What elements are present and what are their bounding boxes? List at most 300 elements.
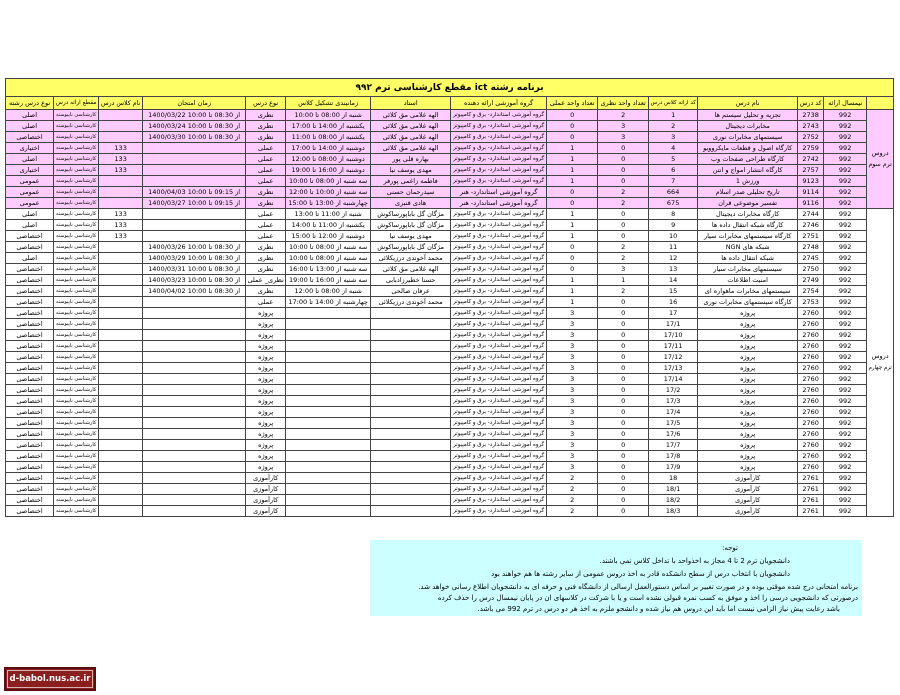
cell-classroom — [99, 242, 143, 253]
cell-theory-units — [598, 308, 649, 319]
cell-theory-units — [598, 506, 649, 517]
department-text: گروه آموزشی استاندارد- برق و کامپیوتر — [453, 288, 545, 294]
cell-classroom — [99, 286, 143, 297]
department-text: گروه آموزشی استاندارد- برق و کامپیوتر — [453, 299, 545, 305]
course-category-text: اختصاصی — [16, 275, 43, 284]
table-row — [6, 451, 894, 462]
table-row — [6, 264, 894, 275]
practical-units-text: 1 — [570, 297, 575, 306]
degree-level-text: کارشناسی ناپیوسته — [56, 255, 97, 261]
cell-course-name — [698, 154, 798, 165]
cell-practical-units — [547, 242, 598, 253]
semester-text: 992 — [838, 506, 852, 515]
cell-classroom — [99, 154, 143, 165]
practical-units-text: 3 — [570, 319, 575, 328]
cell-theory-units — [598, 220, 649, 231]
cell-course-code — [798, 341, 824, 352]
course-category-text: اختصاصی — [16, 407, 43, 416]
schedule-text: سه شنبه از 16:00 تا 19:00 — [288, 275, 368, 284]
cell-class-code — [649, 451, 698, 462]
course-code-text: 2760 — [802, 374, 819, 383]
course-category-text: اختصاصی — [16, 352, 43, 361]
cell-course-name — [698, 121, 798, 132]
cell-course-name — [698, 330, 798, 341]
course-code-text: 2760 — [802, 418, 819, 427]
cell-degree-level — [54, 143, 99, 154]
cell-department — [451, 396, 547, 407]
cell-semester — [824, 143, 867, 154]
cell-practical-units — [547, 198, 598, 209]
degree-level-text: کارشناسی ناپیوسته — [56, 299, 97, 305]
exam-time-text: از 08:30 تا 10:00 1400/03/31 — [148, 264, 241, 273]
cell-degree-level — [54, 363, 99, 374]
table-row — [6, 110, 894, 121]
schedule-text: سه شنبه از 08:00 تا 10:00 — [288, 242, 368, 251]
course-category-text: اختصاصی — [16, 484, 43, 493]
class-code-text: 17/4 — [665, 407, 681, 416]
cell-theory-units — [598, 473, 649, 484]
semester-text: 992 — [838, 396, 852, 405]
cell-schedule — [286, 154, 371, 165]
cell-course-name — [698, 297, 798, 308]
semester-text: 992 — [838, 176, 852, 185]
instructor-text: عرفان صالحی — [391, 286, 430, 295]
cell-schedule — [286, 242, 371, 253]
cell-course-category — [6, 176, 54, 187]
department-text: گروه آموزشی استاندارد- برق و کامپیوتر — [453, 255, 545, 261]
cell-course-name — [698, 286, 798, 297]
cell-degree-level — [54, 198, 99, 209]
course-code-text: 2760 — [802, 330, 819, 339]
cell-course-category — [6, 462, 54, 473]
theory-units-text: 0 — [621, 418, 626, 427]
column-header-degree-level-text: مقطع ارائه درس — [55, 100, 97, 106]
semester-text: 992 — [838, 253, 852, 262]
course-category-text: عمومی — [19, 176, 40, 185]
cell-exam-time — [143, 165, 246, 176]
cell-theory-units — [598, 242, 649, 253]
cell-course-type — [246, 341, 286, 352]
course-type-text: عملی — [258, 176, 274, 185]
cell-department — [451, 286, 547, 297]
cell-schedule — [286, 396, 371, 407]
theory-units-text: 0 — [621, 495, 626, 504]
course-name-text: تجزیه و تحلیل سیستم ها — [714, 110, 781, 119]
cell-exam-time — [143, 132, 246, 143]
cell-course-name — [698, 374, 798, 385]
cell-classroom — [99, 440, 143, 451]
theory-units-text: 0 — [621, 319, 626, 328]
course-type-text: عملی — [258, 209, 274, 218]
practical-units-text: 3 — [570, 407, 575, 416]
course-code-text: 2757 — [802, 165, 819, 174]
cell-degree-level — [54, 341, 99, 352]
table-row — [6, 418, 894, 429]
cell-schedule — [286, 187, 371, 198]
cell-classroom — [99, 352, 143, 363]
cell-practical-units — [547, 385, 598, 396]
course-category-text: اختصاصی — [16, 495, 43, 504]
cell-schedule — [286, 231, 371, 242]
cell-course-category — [6, 286, 54, 297]
cell-schedule — [286, 110, 371, 121]
cell-course-name — [698, 473, 798, 484]
semester-text: 992 — [838, 154, 852, 163]
course-code-text: 2751 — [802, 231, 819, 240]
cell-course-category — [6, 319, 54, 330]
course-code-text: 2760 — [802, 451, 819, 460]
column-header-course-name — [698, 97, 798, 110]
cell-course-name — [698, 462, 798, 473]
course-name-text: کارآموزی — [735, 495, 761, 504]
schedule-text: چهارشنبه از 14:00 تا 17:00 — [288, 297, 368, 306]
cell-department — [451, 330, 547, 341]
course-name-text: شبکه های NGN — [725, 242, 770, 251]
cell-course-type — [246, 286, 286, 297]
cell-course-name — [698, 209, 798, 220]
course-code-text: 2761 — [802, 473, 819, 482]
cell-instructor — [371, 396, 451, 407]
class-code-text: 14 — [669, 275, 678, 284]
table-row — [6, 121, 894, 132]
theory-units-text: 0 — [621, 440, 626, 449]
cell-semester — [824, 396, 867, 407]
cell-course-name — [698, 187, 798, 198]
department-text: گروه آموزشی استاندارد- برق و کامپیوتر — [453, 354, 545, 360]
degree-level-text: کارشناسی ناپیوسته — [56, 387, 97, 393]
cell-classroom — [99, 297, 143, 308]
cell-course-type — [246, 198, 286, 209]
schedule-text: دوشنبه از 08:00 تا 12:00 — [291, 154, 365, 163]
course-type-text: عملی — [258, 165, 274, 174]
cell-course-name — [698, 440, 798, 451]
term-label-line2: ترم سوم — [868, 161, 892, 168]
instructor-text: الهه غلامی مق کلائی — [382, 110, 439, 119]
department-text: گروه آموزشی استاندارد- برق و کامپیوتر — [453, 420, 545, 426]
column-header-practical-units — [547, 97, 598, 110]
cell-course-category — [6, 308, 54, 319]
cell-course-code — [798, 385, 824, 396]
cell-department — [451, 407, 547, 418]
cell-degree-level — [54, 121, 99, 132]
degree-level-text: کارشناسی ناپیوسته — [56, 497, 97, 503]
cell-course-type — [246, 242, 286, 253]
course-name-text: شبکه انتقال داده ها — [721, 253, 774, 262]
course-category-text: اختصاصی — [16, 319, 43, 328]
cell-course-code — [798, 231, 824, 242]
semester-text: 992 — [838, 187, 852, 196]
cell-practical-units — [547, 220, 598, 231]
department-text: گروه آموزشی استاندارد- برق و کامپیوتر — [453, 277, 545, 283]
course-category-text: اختصاصی — [16, 308, 43, 317]
cell-course-category — [6, 132, 54, 143]
term-label-line1: دروس — [871, 352, 889, 360]
class-code-text: 18/1 — [665, 484, 681, 493]
practical-units-text: 0 — [570, 132, 575, 141]
cell-class-code — [649, 209, 698, 220]
cell-degree-level — [54, 418, 99, 429]
site-logo: d-babol.nus.ac.ir — [4, 667, 96, 691]
cell-theory-units — [598, 187, 649, 198]
cell-course-code — [798, 242, 824, 253]
cell-course-category — [6, 484, 54, 495]
cell-classroom — [99, 418, 143, 429]
table-row — [6, 352, 894, 363]
cell-course-type — [246, 484, 286, 495]
cell-schedule — [286, 462, 371, 473]
cell-schedule — [286, 198, 371, 209]
cell-course-code — [798, 253, 824, 264]
cell-class-code — [649, 132, 698, 143]
cell-instructor — [371, 121, 451, 132]
cell-classroom — [99, 121, 143, 132]
degree-level-text: کارشناسی ناپیوسته — [56, 211, 97, 217]
class-code-text: 8 — [671, 209, 676, 218]
cell-class-code — [649, 473, 698, 484]
department-text: گروه آموزشی استاندارد- هنر — [459, 198, 538, 207]
table-row — [6, 198, 894, 209]
cell-department — [451, 110, 547, 121]
column-header-course-type — [246, 97, 286, 110]
cell-exam-time — [143, 374, 246, 385]
cell-course-name — [698, 198, 798, 209]
practical-units-text: 3 — [570, 341, 575, 350]
cell-classroom — [99, 110, 143, 121]
cell-course-type — [246, 165, 286, 176]
cell-course-category — [6, 220, 54, 231]
department-text: گروه آموزشی استاندارد- برق و کامپیوتر — [453, 145, 545, 151]
theory-units-text: 0 — [621, 330, 626, 339]
cell-class-code — [649, 440, 698, 451]
table-title-text: برنامه رشته ict مقطع کارشناسی ترم ۹۹۲ — [355, 82, 544, 93]
cell-course-name — [698, 341, 798, 352]
course-name-text: کارگاه سیستمهای مخابرات سیار — [703, 231, 792, 240]
cell-theory-units — [598, 440, 649, 451]
column-header-practical-units-text: تعداد واحد عملی — [549, 98, 595, 107]
cell-exam-time — [143, 484, 246, 495]
semester-text: 992 — [838, 385, 852, 394]
course-name-text: کارآموزی — [735, 506, 761, 515]
table-row — [6, 506, 894, 517]
course-category-text: اصلی — [22, 154, 38, 163]
cell-exam-time — [143, 385, 246, 396]
cell-course-category — [6, 143, 54, 154]
table-row — [6, 407, 894, 418]
theory-units-text: 2 — [621, 198, 626, 207]
theory-units-text: 1 — [621, 275, 626, 284]
column-header-department — [451, 97, 547, 110]
practical-units-text: 2 — [570, 484, 575, 493]
cell-theory-units — [598, 495, 649, 506]
department-text: گروه آموزشی استاندارد- برق و کامپیوتر — [453, 310, 545, 316]
cell-course-name — [698, 418, 798, 429]
table-row — [6, 473, 894, 484]
class-code-text: 12 — [669, 253, 678, 262]
column-header-exam-time-text: زمان امتحان — [177, 98, 211, 107]
cell-course-category — [6, 451, 54, 462]
cell-exam-time — [143, 275, 246, 286]
cell-course-name — [698, 220, 798, 231]
cell-exam-time — [143, 363, 246, 374]
cell-theory-units — [598, 297, 649, 308]
instructor-text: سیدرحمان حسنی — [386, 187, 435, 196]
cell-semester — [824, 418, 867, 429]
course-type-text: پروژه — [258, 308, 274, 317]
cell-theory-units — [598, 132, 649, 143]
course-category-text: اصلی — [22, 121, 38, 130]
cell-semester — [824, 176, 867, 187]
cell-course-code — [798, 319, 824, 330]
cell-course-code — [798, 330, 824, 341]
department-text: گروه آموزشی استاندارد- برق و کامپیوتر — [453, 365, 545, 371]
class-code-text: 17/1 — [665, 319, 681, 328]
cell-practical-units — [547, 374, 598, 385]
cell-theory-units — [598, 484, 649, 495]
cell-course-name — [698, 396, 798, 407]
theory-units-text: 3 — [621, 264, 626, 273]
cell-practical-units — [547, 253, 598, 264]
cell-department — [451, 341, 547, 352]
column-header-classroom — [99, 97, 143, 110]
cell-course-code — [798, 176, 824, 187]
theory-units-text: 0 — [621, 165, 626, 174]
course-type-text: نظری — [257, 132, 274, 141]
theory-units-text: 2 — [621, 242, 626, 251]
semester-text: 992 — [838, 286, 852, 295]
cell-course-category — [6, 209, 54, 220]
cell-class-code — [649, 176, 698, 187]
cell-theory-units — [598, 121, 649, 132]
cell-course-code — [798, 132, 824, 143]
classroom-text: 133 — [114, 143, 127, 152]
course-type-text: پروژه — [258, 451, 274, 460]
degree-level-text: کارشناسی ناپیوسته — [56, 134, 97, 140]
cell-instructor — [371, 275, 451, 286]
course-code-text: 2760 — [802, 462, 819, 471]
cell-practical-units — [547, 165, 598, 176]
cell-degree-level — [54, 330, 99, 341]
cell-degree-level — [54, 506, 99, 517]
cell-course-name — [698, 484, 798, 495]
cell-theory-units — [598, 330, 649, 341]
semester-text: 992 — [838, 495, 852, 504]
cell-practical-units — [547, 209, 598, 220]
course-category-text: اختصاصی — [16, 473, 43, 482]
course-type-text: عملی — [258, 143, 274, 152]
schedule-text: شنبه از 08:00 تا 10:00 — [294, 110, 362, 119]
cell-schedule — [286, 506, 371, 517]
table-row — [6, 363, 894, 374]
theory-units-text: 0 — [621, 352, 626, 361]
cell-course-code — [798, 143, 824, 154]
table-row — [6, 319, 894, 330]
class-code-text: 10 — [669, 231, 678, 240]
cell-instructor — [371, 220, 451, 231]
table-row — [6, 209, 894, 220]
term-label-line1: دروس — [871, 149, 889, 157]
degree-level-text: کارشناسی ناپیوسته — [56, 365, 97, 371]
cell-theory-units — [598, 396, 649, 407]
semester-text: 992 — [838, 330, 852, 339]
instructor-text: هادی قنبری — [395, 198, 427, 207]
cell-practical-units — [547, 319, 598, 330]
course-name-text: پروژه — [740, 396, 756, 405]
degree-level-text: کارشناسی ناپیوسته — [56, 475, 97, 481]
course-name-text: سیستمهای مخابرات سیار — [713, 264, 782, 273]
cell-course-code — [798, 374, 824, 385]
cell-practical-units — [547, 418, 598, 429]
theory-units-text: 2 — [621, 253, 626, 262]
cell-semester — [824, 220, 867, 231]
course-type-text: پروژه — [258, 440, 274, 449]
cell-practical-units — [547, 341, 598, 352]
course-type-text: نظری — [257, 110, 274, 119]
term-label — [867, 209, 894, 517]
cell-department — [451, 165, 547, 176]
schedule-text: دوشنبه از 16:00 تا 19:00 — [291, 165, 365, 174]
cell-course-name — [698, 132, 798, 143]
table-row — [6, 275, 894, 286]
cell-course-category — [6, 121, 54, 132]
cell-course-category — [6, 429, 54, 440]
cell-theory-units — [598, 286, 649, 297]
course-name-text: پروژه — [740, 451, 756, 460]
instructor-text: الهه غلامی مق کلائی — [382, 121, 439, 130]
cell-course-name — [698, 363, 798, 374]
practical-units-text: 3 — [570, 330, 575, 339]
theory-units-text: 0 — [621, 451, 626, 460]
cell-department — [451, 154, 547, 165]
theory-units-text: 0 — [621, 209, 626, 218]
cell-exam-time — [143, 253, 246, 264]
course-code-text: 2760 — [802, 396, 819, 405]
cell-course-type — [246, 374, 286, 385]
cell-degree-level — [54, 374, 99, 385]
department-text: گروه آموزشی استاندارد- برق و کامپیوتر — [453, 387, 545, 393]
schedule-text: سه شنبه از 13:00 تا 16:00 — [288, 264, 368, 273]
theory-units-text: 0 — [621, 374, 626, 383]
theory-units-text: 2 — [621, 187, 626, 196]
cell-department — [451, 506, 547, 517]
cell-course-type — [246, 209, 286, 220]
table-row — [6, 253, 894, 264]
notice-line-text: درصورتی که دانشجویی درسی را اخذ و موفق به کسب نمره قبولی نشده است و یا با شرکت در کلاسهای ان در پایان نیمسال درس را حذف کرده — [437, 594, 858, 602]
practical-units-text: 0 — [570, 110, 575, 119]
cell-semester — [824, 330, 867, 341]
cell-semester — [824, 110, 867, 121]
cell-department — [451, 451, 547, 462]
cell-practical-units — [547, 440, 598, 451]
course-category-text: اصلی — [22, 220, 38, 229]
cell-practical-units — [547, 451, 598, 462]
cell-semester — [824, 429, 867, 440]
cell-department — [451, 176, 547, 187]
cell-department — [451, 132, 547, 143]
cell-department — [451, 264, 547, 275]
instructor-text: محمد آخوندی درزیکلائی — [378, 297, 443, 306]
cell-schedule — [286, 440, 371, 451]
cell-schedule — [286, 363, 371, 374]
cell-course-code — [798, 462, 824, 473]
cell-course-name — [698, 275, 798, 286]
cell-exam-time — [143, 418, 246, 429]
cell-schedule — [286, 352, 371, 363]
cell-department — [451, 462, 547, 473]
class-code-text: 17/8 — [665, 451, 681, 460]
cell-instructor — [371, 385, 451, 396]
schedule-text: سه شنبه از 08:00 تا 10:00 — [288, 176, 368, 185]
course-type-text: پروژه — [258, 396, 274, 405]
